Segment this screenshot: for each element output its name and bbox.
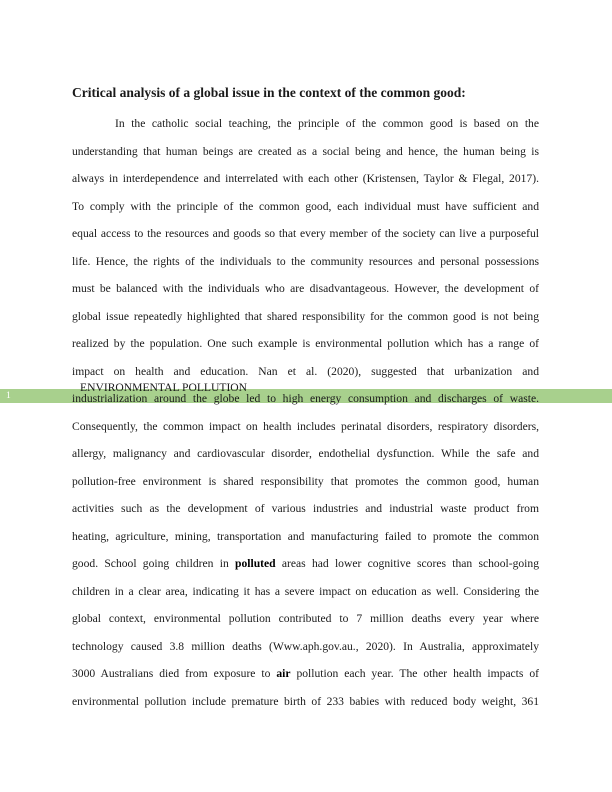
section-heading: Critical analysis of a global issue in the context of the common good: bbox=[72, 85, 466, 100]
paragraph-line: equal access to the resources and goods so that every member of the society can live a purposeful bbox=[72, 227, 539, 240]
highlighted-word: polluted bbox=[235, 557, 276, 570]
paragraph-line: To comply with the principle of the common good, each individual must have sufficient and bbox=[72, 200, 539, 213]
paragraph-line: heating, agriculture, mining, transportation and manufacturing failed to promote the common bbox=[72, 530, 539, 543]
paragraph-line: Consequently, the common impact on health includes perinatal disorders, respiratory disorders, bbox=[72, 420, 539, 433]
paragraph-line: life. Hence, the rights of the individuals to the community resources and personal possessions bbox=[72, 255, 539, 268]
line-text: good. School going children in bbox=[72, 557, 236, 570]
paragraph-line: must be balanced with the individuals who are disadvantageous. However, the development of bbox=[72, 282, 539, 295]
paragraph-line: always in interdependence and interrelated with each other (Kristensen, Taylor & Flegal, 2017). bbox=[72, 172, 539, 185]
paragraph-line: activities such as the development of various industries and industrial waste product from bbox=[72, 502, 539, 515]
paragraph-line: realized by the population. One such example is environmental pollution which has a range of bbox=[72, 337, 539, 350]
line-text: pollution each year. The other health impacts of bbox=[290, 667, 540, 680]
page-number: 1 bbox=[6, 391, 11, 401]
paragraph-line: In the catholic social teaching, the principle of the common good is based on the bbox=[115, 117, 539, 130]
paragraph-line: children in a clear area, indicating it has a severe impact on education as well. Considering the bbox=[72, 585, 539, 598]
paragraph-line: environmental pollution include premature birth of 233 babies with reduced body weight, 361 bbox=[72, 695, 539, 708]
paragraph-line: global issue repeatedly highlighted that shared responsibility for the common good is not being bbox=[72, 310, 539, 323]
running-head: ENVIRONMENTAL POLLUTION bbox=[80, 381, 248, 394]
paragraph-line: understanding that human beings are created as a social being and hence, the human being is bbox=[72, 145, 539, 158]
paragraph-line: industrialization around the globe led to high energy consumption and discharges of waste. bbox=[72, 392, 539, 405]
paragraph-line: impact on health and education. Nan et al. (2020), suggested that urbanization and bbox=[72, 365, 539, 378]
paragraph-line bbox=[72, 667, 539, 681]
paragraph-line bbox=[72, 557, 539, 571]
highlighted-word: air bbox=[276, 667, 291, 680]
paragraph-line: technology caused 3.8 million deaths (Www.aph.gov.au., 2020). In Australia, approximately bbox=[72, 640, 539, 653]
paragraph-line: global context, environmental pollution contributed to 7 million deaths every year where bbox=[72, 612, 539, 625]
paragraph-line: pollution-free environment is shared responsibility that promotes the common good, human bbox=[72, 475, 539, 488]
line-text: areas had lower cognitive scores than school-going bbox=[275, 557, 539, 570]
line-text: 3000 Australians died from exposure to bbox=[72, 667, 277, 680]
paragraph-line: allergy, malignancy and cardiovascular disorder, endothelial dysfunction. While the safe and bbox=[72, 447, 539, 460]
